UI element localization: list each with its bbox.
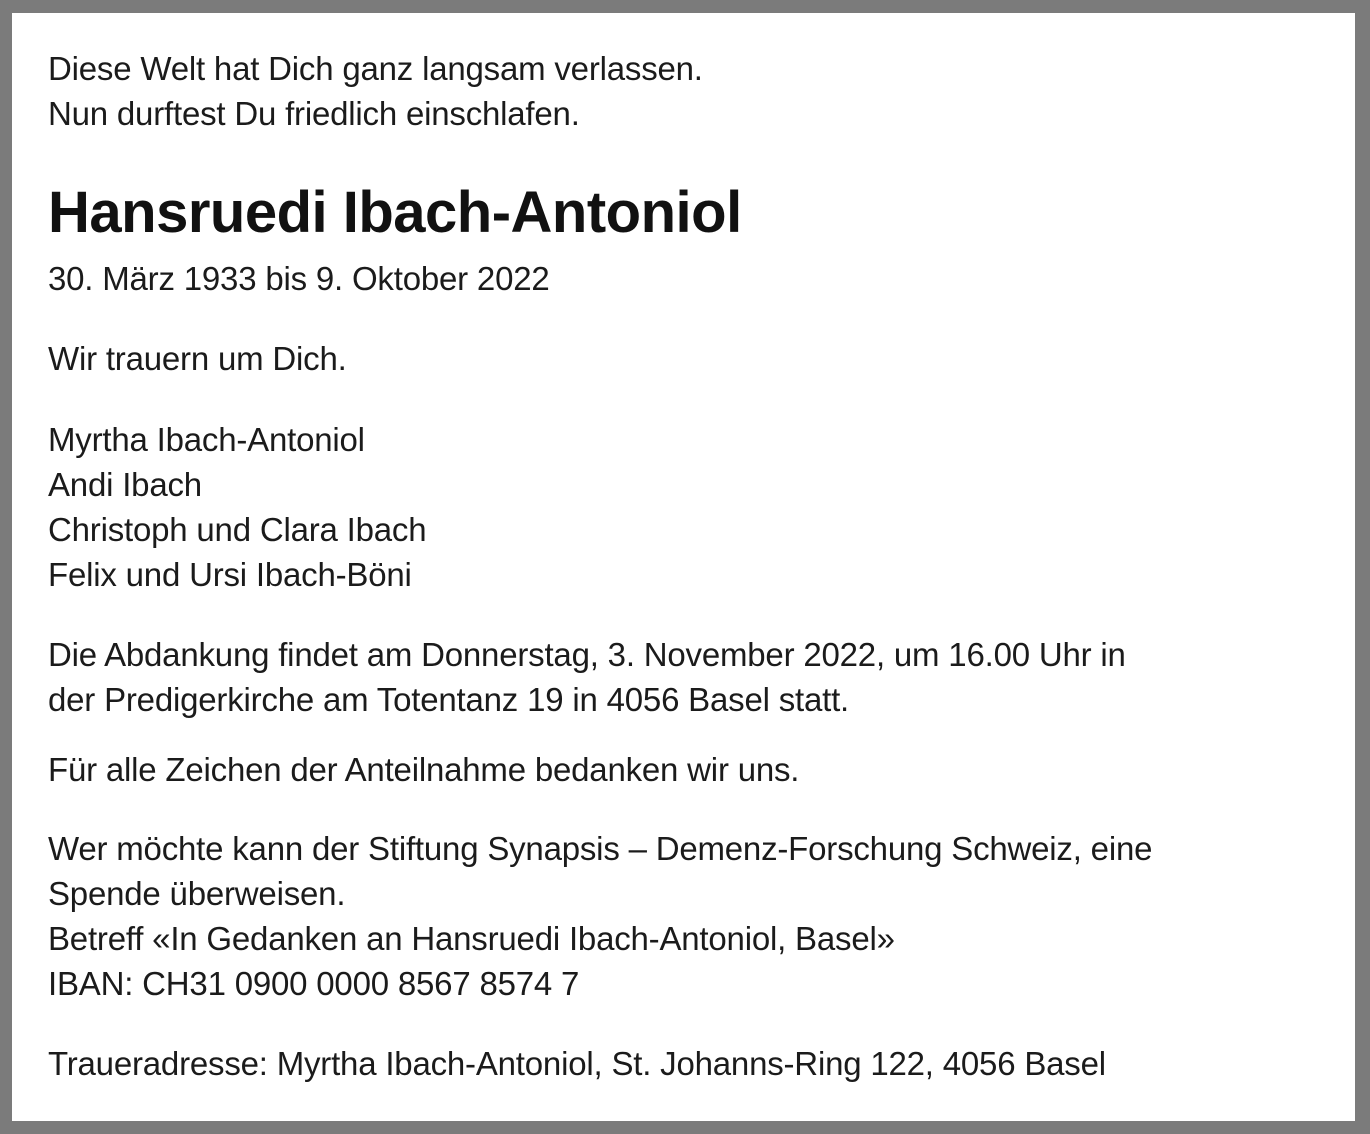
service-line-2: der Predigerkirche am Totentanz 19 in 4056 Basel statt. xyxy=(48,681,850,718)
motto-line-2: Nun durftest Du friedlich einschlafen. xyxy=(48,95,580,132)
thanks-text: Für alle Zeichen der Anteilnahme bedanken wir uns. xyxy=(48,751,800,788)
donation-line-1: Wer möchte kann der Stiftung Synapsis – Demenz-Forschung Schweiz, eine xyxy=(48,830,1153,867)
donation-iban: IBAN: CH31 0900 0000 8567 8574 7 xyxy=(48,965,580,1002)
mourning-statement: Wir trauern um Dich. xyxy=(48,340,347,377)
deceased-name: Hansruedi Ibach-Antoniol xyxy=(48,180,742,245)
mourner: Felix und Ursi Ibach-Böni xyxy=(48,556,412,593)
mourner: Christoph und Clara Ibach xyxy=(48,511,427,548)
service-line-1: Die Abdankung findet am Donnerstag, 3. November 2022, um 16.00 Uhr in xyxy=(48,636,1126,673)
life-dates: 30. März 1933 bis 9. Oktober 2022 xyxy=(48,260,550,297)
mourner: Andi Ibach xyxy=(48,466,202,503)
donation-reference: Betreff «In Gedanken an Hansruedi Ibach-Antoniol, Basel» xyxy=(48,920,895,957)
obituary-notice xyxy=(12,13,1355,1121)
donation-line-2: Spende überweisen. xyxy=(48,875,346,912)
mourner: Myrtha Ibach-Antoniol xyxy=(48,421,365,458)
motto-line-1: Diese Welt hat Dich ganz langsam verlassen. xyxy=(48,50,703,87)
mourning-address: Traueradresse: Myrtha Ibach-Antoniol, St. Johanns-Ring 122, 4056 Basel xyxy=(48,1045,1106,1082)
